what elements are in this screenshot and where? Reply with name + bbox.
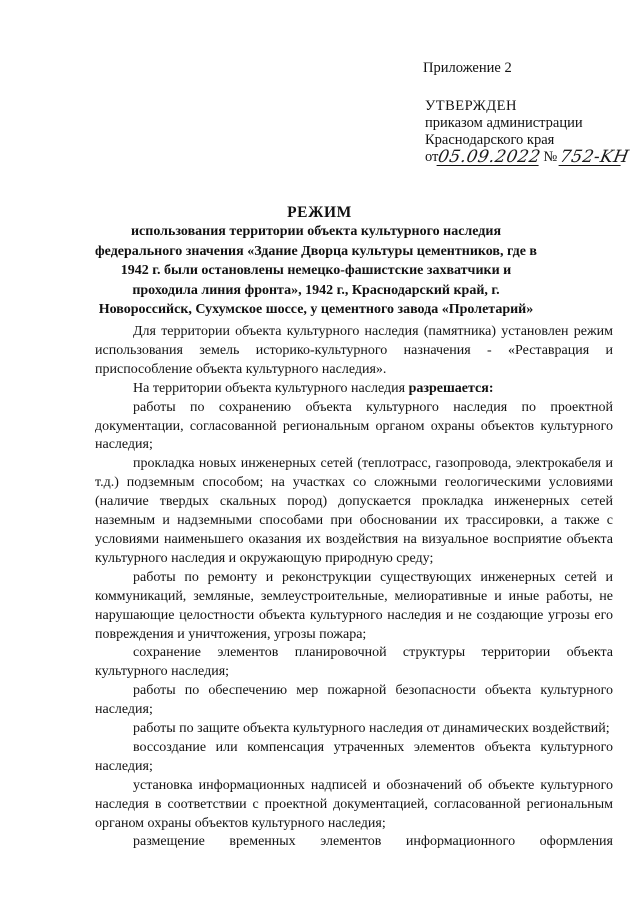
approved-heading: УТВЕРЖДЕН (425, 98, 517, 114)
document-title: РЕЖИМ (287, 204, 352, 221)
approval-block (425, 98, 631, 167)
paragraph: работы по сохранению объекта культурного наследия по проектной документации, согласованной региональным органом охраны объектов культурного наследия; (95, 399, 613, 453)
order-line-2: Краснодарского края (425, 132, 555, 148)
paragraph: воссоздание или компенсация утраченных элементов объекта культурного наследия; (95, 739, 613, 774)
paragraph: работы по обеспечению мер пожарной безопасности объекта культурного наследия; (95, 683, 613, 718)
paragraph: работы по ремонту и реконструкции существующих инженерных сетей и коммуникаций, земляные, землеустроительные, мелиоративные и иные работы, не нарушающие целостности объекта культурного наследия и не создающие угрозы его повреждения и уничтожения, угрозы пожара; (95, 569, 613, 642)
paragraph: размещение временных элементов информационного оформления (133, 834, 613, 850)
paragraph: прокладка новых инженерных сетей (теплотрасс, газопровода, электрокабеля и т.д.) подземным способом; на участках со сложными геологическими условиями (наличие твердых скальных пород) допускается прокладка инженерных сетей наземным и надземными способами при обосновании их трассировки, а также с условиями наименьшего оказания их воздействия на визуальное восприятие объекта культурного наследия и окружающую природную среду; (95, 456, 613, 566)
paragraph: работы по защите объекта культурного наследия от динамических воздействий; (133, 721, 610, 737)
date-prefix: от (425, 149, 439, 165)
allowed-emphasis: разрешается: (408, 380, 494, 396)
order-line-1: приказом администрации (425, 115, 583, 131)
paragraph: установка информационных надписей и обозначений об объекте культурного наследия в соответствии с проектной документацией, согласованной региональным органом охраны объектов культурного наследия; (95, 777, 613, 831)
paragraph: сохранение элементов планировочной структуры территории объекта культурного наследия; (95, 645, 613, 680)
handwritten-order-number: 752-KH (558, 147, 631, 167)
paragraph: На территории объекта культурного наследия разрешается: (133, 380, 494, 396)
appendix-label: Приложение 2 (423, 60, 512, 76)
paragraph: Для территории объекта культурного наследия (памятника) установлен режим использования земель историко-культурного назначения - «Реставрация и приспособление объекта культурного наследия». (95, 324, 613, 377)
document-subtitle: использования территории объекта культурного наследия федерального значения «Здание Дворца культуры цементников, где в 1942 г. были остановлены немецко-фашистские захватчики и проходила линия фронта», 1942 г., Краснодарский край, г. Новороссийск, Сухумское шоссе, у цементного завода «Пролетарий» (95, 224, 537, 317)
handwritten-date: 05.09.2022 (436, 147, 543, 167)
document-body (95, 323, 613, 852)
number-sign: № (543, 149, 558, 165)
order-date-number-line (425, 147, 631, 167)
